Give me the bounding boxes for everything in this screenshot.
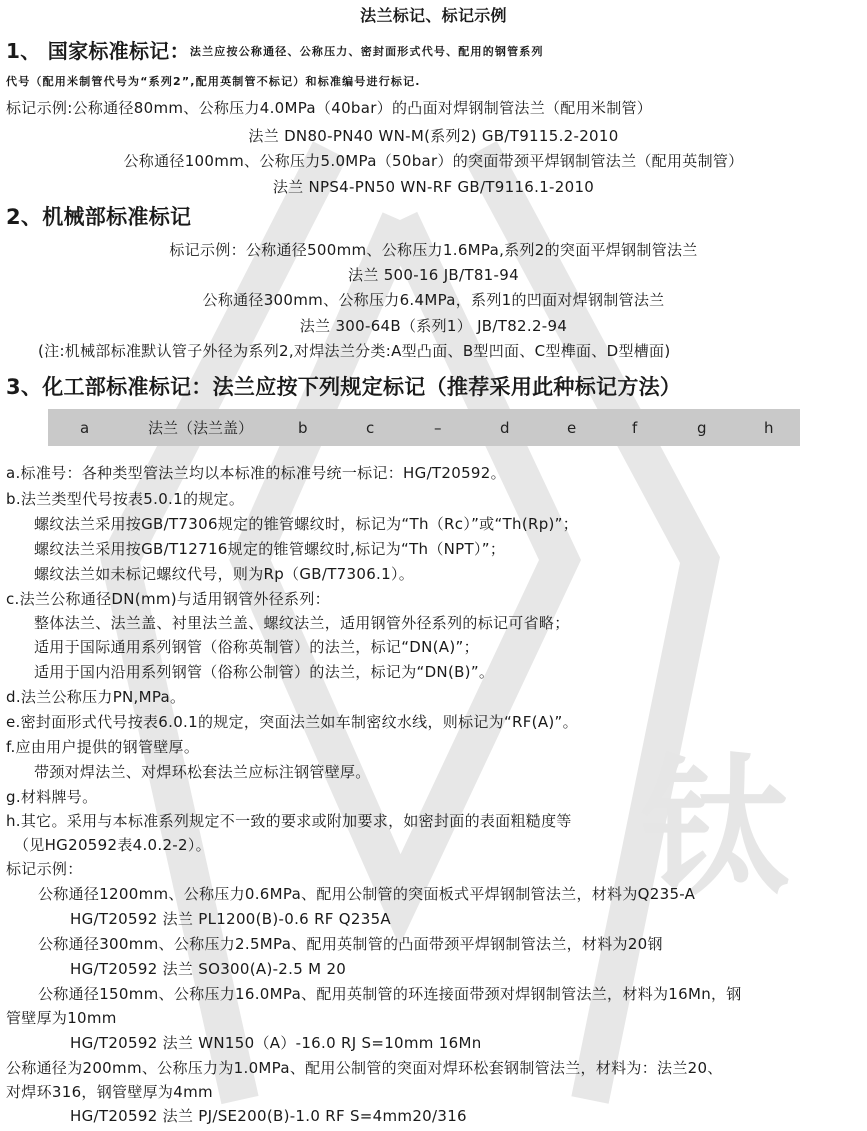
format-field-b: b bbox=[298, 419, 308, 437]
section3-heading-close: ） bbox=[659, 375, 682, 399]
section3-heading bbox=[6, 374, 681, 400]
item-h-ref: （见HG20592表4.0.2-2）。 bbox=[14, 836, 211, 854]
item-c-omit: 整体法兰、法兰盖、衬里法兰盖、螺纹法兰，适用钢管外径系列的标记可省略； bbox=[34, 614, 570, 632]
section2-note: (注:机械部标准默认管子外径为系列2,对焊法兰分类:A型凸面、B型凹面、C型榫面、D型槽面) bbox=[38, 342, 671, 360]
item-f-note: 带颈对焊法兰、对焊环松套法兰应标注钢管壁厚。 bbox=[34, 763, 371, 781]
example2-code: HG/T20592 法兰 SO300(A)-2.5 M 20 bbox=[70, 960, 347, 978]
format-field-c: c bbox=[366, 419, 375, 437]
page-title: 法兰标记、标记示例 bbox=[360, 6, 507, 25]
item-e-facing: e.密封面形式代号按表6.0.1的规定，突面法兰如车制密纹水线，则标记为“RF(A)”。 bbox=[6, 713, 578, 731]
item-b-thread-rc: 螺纹法兰采用按GB/T7306规定的锥管螺纹时，标记为“Th（Rc）”或“Th(Rp)”； bbox=[34, 515, 579, 533]
example4-desc: 公称通径为200mm、公称压力为1.0MPa、配用公制管的突面对焊环松套钢制管法兰，材料为：法兰20、 bbox=[6, 1059, 723, 1077]
item-a-standard: a.标准号：各种类型管法兰均以本标准的标准号统一标记：HG/T20592。 bbox=[6, 464, 506, 482]
section1-heading-desc: 法兰应按公称通径、公称压力、密封面形式代号、配用的钢管系列 bbox=[189, 45, 544, 58]
item-c-dn-a: 适用于国际通用系列钢管（俗称英制管）的法兰，标记“DN(A)”； bbox=[34, 638, 479, 656]
item-h-other: h.其它。采用与本标准系列规定不一致的要求或附加要求，如密封面的表面粗糙度等 bbox=[6, 812, 572, 830]
section2-example2-code: 法兰 300-64B（系列1） JB/T82.2-94 bbox=[299, 317, 568, 335]
examples-label: 标记示例： bbox=[6, 860, 83, 878]
example3-desc: 公称通径150mm、公称压力16.0MPa、配用英制管的环连接面带颈对焊钢制管法兰，材料为16Mn，钢 bbox=[38, 985, 742, 1003]
example4-code: HG/T20592 法兰 PJ/SE200(B)-1.0 RF S=4mm20/316 bbox=[70, 1107, 467, 1125]
section2-example1-desc: 标记示例：公称通径500mm、公称压力1.6MPa,系列2的突面平焊钢制管法兰 bbox=[169, 241, 698, 259]
section1-desc-line2: 代号（配用米制管代号为“系列2”,配用英制管不标记）和标准编号进行标记. bbox=[6, 75, 421, 88]
section2-example1-code: 法兰 500-16 JB/T81-94 bbox=[348, 266, 519, 284]
format-field-g: g bbox=[697, 419, 707, 437]
section1-example2-desc: 公称通径100mm、公称压力5.0MPa（50bar）的突面带颈平焊钢制管法兰（配用英制管） bbox=[123, 152, 744, 170]
example4-desc-cont: 对焊环316，钢管壁厚为4mm bbox=[6, 1083, 213, 1101]
item-d-pn: d.法兰公称压力PN,MPa。 bbox=[6, 688, 186, 706]
item-c-dn-b: 适用于国内沿用系列钢管（俗称公制管）的法兰，标记为“DN(B)”。 bbox=[34, 663, 495, 681]
item-b-thread-npt: 螺纹法兰采用按GB/T12716规定的锥管螺纹时,标记为“Th（NPT）”； bbox=[34, 540, 506, 558]
example1-code: HG/T20592 法兰 PL1200(B)-0.6 RF Q235A bbox=[70, 910, 391, 928]
format-field-d: d bbox=[500, 419, 510, 437]
section2-example2-desc: 公称通径300mm、公称压力6.4MPa，系列1的凹面对焊钢制管法兰 bbox=[202, 291, 665, 309]
item-g-material: g.材料牌号。 bbox=[6, 788, 98, 806]
section1-example1-desc: 标记示例:公称通径80mm、公称压力4.0MPa（40bar）的凸面对焊钢制管法兰（配用米制管） bbox=[6, 99, 653, 117]
section1-example2-code: 法兰 NPS4-PN50 WN-RF GB/T9116.1-2010 bbox=[272, 178, 595, 196]
section2-heading: 2、机械部标准标记 bbox=[6, 205, 192, 229]
item-b-type: b.法兰类型代号按表5.0.1的规定。 bbox=[6, 490, 245, 508]
example3-desc-cont: 管壁厚为10mm bbox=[6, 1009, 117, 1027]
item-c-dn: c.法兰公称通径DN(mm)与适用钢管外径系列： bbox=[6, 590, 330, 608]
format-field-dash: – bbox=[434, 419, 442, 437]
item-b-thread-default: 螺纹法兰如未标记螺纹代号，则为Rp（GB/T7306.1）。 bbox=[34, 565, 415, 583]
example2-desc: 公称通径300mm、公称压力2.5MPa、配用英制管的凸面带颈平焊钢制管法兰，材料为20钢 bbox=[38, 935, 663, 953]
format-bar bbox=[48, 409, 800, 446]
format-field-a: a bbox=[80, 419, 90, 437]
format-field-h: h bbox=[764, 419, 774, 437]
section3-heading-recommend: 推荐采用此种标记方法 bbox=[446, 375, 660, 399]
format-field-flange: 法兰（法兰盖） bbox=[148, 419, 254, 437]
format-field-f: f bbox=[632, 419, 638, 437]
example1-desc: 公称通径1200mm、公称压力0.6MPa、配用公制管的突面板式平焊钢制管法兰，材料为Q235-A bbox=[38, 885, 696, 903]
format-field-e: e bbox=[567, 419, 577, 437]
section1-heading bbox=[6, 38, 544, 65]
watermark-char: 钛 bbox=[640, 742, 791, 916]
section1-example1-code: 法兰 DN80-PN40 WN-M(系列2) GB/T9115.2-2010 bbox=[248, 127, 619, 145]
section3-heading-label: 3、化工部标准标记：法兰应按下列规定标记（ bbox=[6, 375, 447, 399]
item-f-thickness: f.应由用户提供的钢管壁厚。 bbox=[6, 738, 200, 756]
section1-heading-label: 1、 国家标准标记： bbox=[6, 39, 190, 63]
example3-code: HG/T20592 法兰 WN150（A）-16.0 RJ S=10mm 16Mn bbox=[70, 1034, 482, 1052]
